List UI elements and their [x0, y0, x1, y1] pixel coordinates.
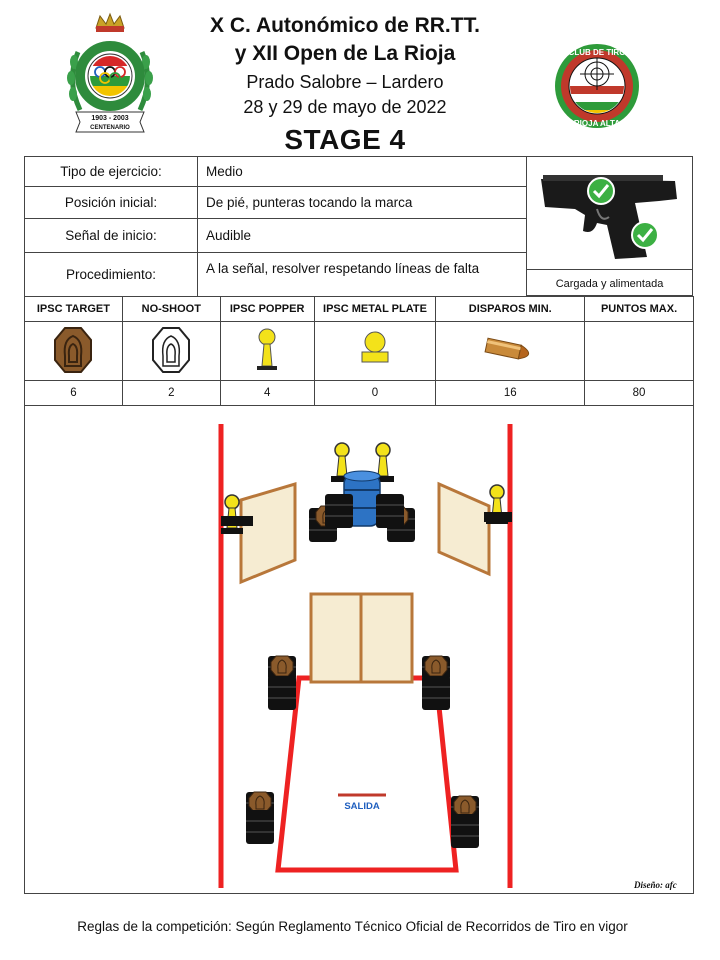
stats-header: IPSC METAL PLATE	[314, 297, 436, 322]
info-label: Tipo de ejercicio:	[25, 157, 198, 187]
firearm-condition-panel	[527, 156, 693, 296]
check-icon	[588, 178, 614, 204]
title-line-2: y XII Open de La Rioja	[234, 42, 456, 65]
stats-value: 6	[25, 381, 123, 406]
info-row	[25, 219, 527, 253]
date-line: 28 y 29 de mayo de 2022	[243, 97, 447, 117]
ipsc-target	[271, 656, 293, 676]
stats-header: IPSC POPPER	[220, 297, 314, 322]
info-row	[25, 157, 527, 187]
bullet-icon	[480, 333, 540, 367]
ipsc-target	[425, 656, 447, 676]
ipsc-target	[454, 796, 476, 816]
pistol-icon	[535, 165, 685, 265]
club-logo	[552, 40, 642, 134]
stage-info-table	[24, 156, 527, 297]
title-line-1: X C. Autonómico de RR.TT.	[210, 14, 480, 37]
stats-header: DISPAROS MIN.	[436, 297, 585, 322]
stage-layout	[24, 404, 694, 894]
tire-stack	[246, 810, 274, 844]
info-label: Posición inicial:	[25, 187, 198, 219]
stats-value-row	[25, 381, 694, 406]
stage-title: STAGE 4	[284, 124, 406, 155]
info-label: Procedimiento:	[25, 253, 198, 297]
stats-icon-row	[25, 322, 694, 381]
no-shoot-icon	[151, 326, 191, 374]
logo-years: 1903 - 2003	[91, 115, 129, 122]
wall-left	[241, 484, 295, 582]
stats-value: 80	[585, 381, 694, 406]
info-value: A la señal, resolver respetando líneas de falta	[198, 253, 527, 297]
info-value: De pié, punteras tocando la marca	[198, 187, 527, 219]
wall-right	[439, 484, 489, 574]
tire-stack	[451, 814, 479, 848]
tire-stack	[376, 494, 404, 528]
info-row	[25, 253, 527, 297]
check-icon	[632, 222, 658, 248]
firearm-condition-caption: Cargada y alimentada	[555, 278, 664, 290]
info-row	[25, 187, 527, 219]
stage-stats-table	[24, 296, 694, 406]
info-value: Audible	[198, 219, 527, 253]
club-logo-top-text: CLUB DE TIRO	[568, 48, 626, 57]
stage-diagram	[24, 404, 694, 894]
logo-caption: CENTENARIO	[90, 125, 130, 131]
info-label: Señal de inicio:	[25, 219, 198, 253]
tire-stack	[422, 676, 450, 710]
info-value: Medio	[198, 157, 527, 187]
stats-value: 16	[436, 381, 585, 406]
designer-signature: Diseño: afc	[634, 880, 677, 890]
tire-stack	[268, 676, 296, 710]
footer-rules: Reglas de la competición: Según Reglamento Técnico Oficial de Recorridos de Tiro en vigor	[77, 919, 628, 934]
venue-line: Prado Salobre – Lardero	[246, 72, 444, 92]
stats-header: IPSC TARGET	[25, 297, 123, 322]
stats-header-row	[25, 297, 694, 322]
metal-plate-icon	[358, 330, 392, 370]
stats-header: NO-SHOOT	[122, 297, 220, 322]
stats-value: 0	[314, 381, 436, 406]
stats-value: 4	[220, 381, 314, 406]
tire-stack	[325, 494, 353, 528]
stats-value: 2	[122, 381, 220, 406]
federation-logo	[62, 12, 158, 136]
club-logo-bottom-text: RIOJA ALTA	[573, 119, 621, 128]
ipsc-target-icon	[53, 326, 93, 374]
ipsc-target	[249, 792, 271, 812]
popper-icon	[252, 326, 282, 374]
start-label: SALIDA	[344, 801, 380, 812]
stats-header: PUNTOS MAX.	[585, 297, 694, 322]
